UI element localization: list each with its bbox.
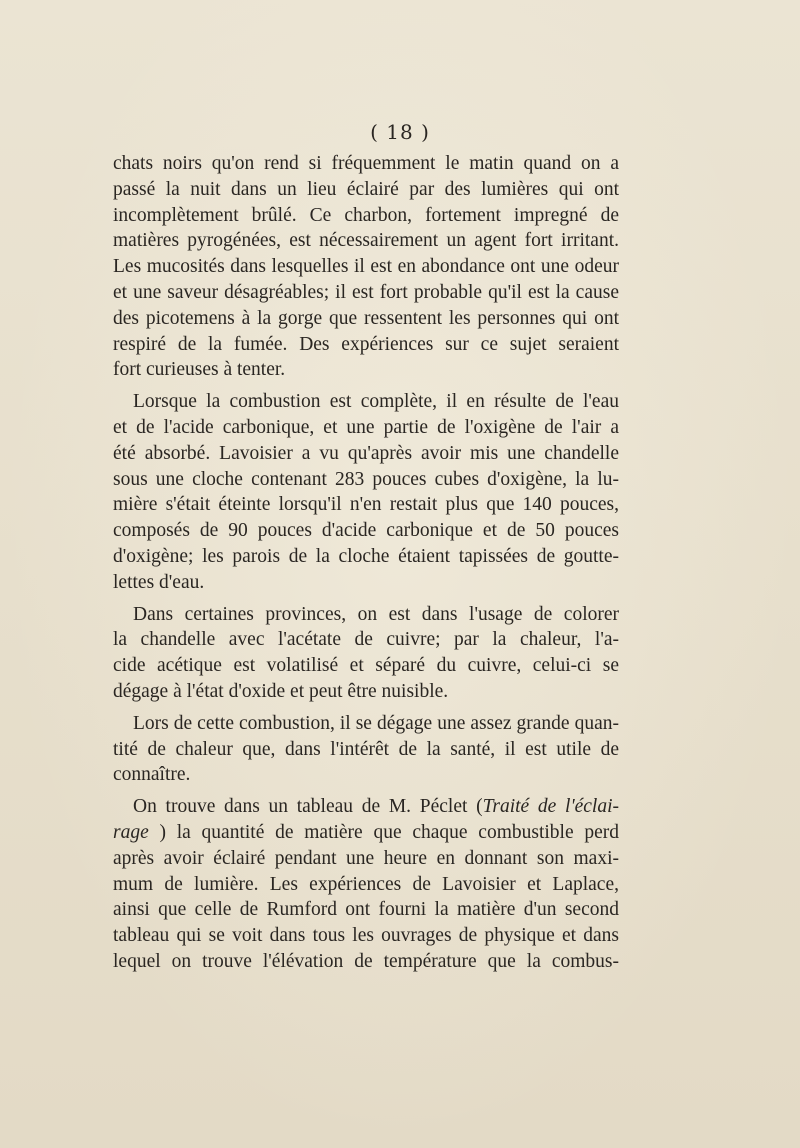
text-line: incomplètement brûlé. Ce charbon, fortement impregné de [113, 204, 619, 226]
text-line: chats noirs qu'on rend si fréquemment le matin quand on a [113, 153, 619, 174]
text-line: fort curieuses à tenter. [113, 359, 286, 381]
paragraph-2 [113, 389, 619, 595]
paragraph-4 [113, 711, 619, 788]
text-line: ainsi que celle de Rumford ont fourni la matière d'un second [113, 899, 619, 921]
text-line: sous une cloche contenant 283 pouces cubes d'oxigène, la lu- [113, 468, 619, 490]
text-line: Dans certaines provinces, on est dans l'usage de colorer [133, 603, 619, 625]
text-line: Les mucosités dans lesquelles il est en abondance ont une odeur [113, 256, 619, 278]
book-title-italic: rage [113, 821, 149, 843]
text-line: cide acétique est volatilisé et séparé du cuivre, celui-ci se [113, 655, 619, 677]
text-line: tité de chaleur que, dans l'intérêt de la santé, il est utile de [113, 738, 619, 760]
text-line: tableau qui se voit dans tous les ouvrages de physique et dans [113, 925, 619, 947]
text-line: été absorbé. Lavoisier a vu qu'après avoir mis une chandelle [113, 442, 619, 464]
paragraph-1 [113, 151, 619, 383]
text-line: connaître. [113, 764, 191, 786]
paragraph-5 [113, 794, 619, 975]
text-line: après avoir éclairé pendant une heure en donnant son maxi- [113, 847, 619, 869]
text-line: la chandelle avec l'acétate de cuivre; par la chaleur, l'a- [113, 629, 619, 651]
text-line: matières pyrogénées, est nécessairement un agent fort irritant. [113, 230, 619, 252]
text-line [113, 820, 619, 846]
text-line: dégage à l'état d'oxide et peut être nuisible. [113, 680, 449, 702]
text-line: et de l'acide carbonique, et une partie de l'oxigène de l'air a [113, 416, 619, 438]
book-title-italic: Traité de l'éclai- [482, 796, 620, 818]
text-line: respiré de la fumée. Des expériences sur ce sujet seraient [113, 333, 619, 355]
text-line: mière s'était éteinte lorsqu'il n'en restait plus que 140 pouces, [113, 494, 619, 516]
text-line: lequel on trouve l'élévation de température que la combus- [113, 950, 619, 972]
text-line: composés de 90 pouces d'acide carbonique et de 50 pouces [113, 520, 619, 542]
page-number: ( 18 ) [370, 120, 430, 144]
text-line: mum de lumière. Les expériences de Lavoisier et Laplace, [113, 873, 619, 895]
text-line: Lorsque la combustion est complète, il en résulte de l'eau [133, 391, 619, 413]
text-line: lettes d'eau. [113, 571, 205, 593]
text-line: Lors de cette combustion, il se dégage une assez grande quan- [133, 712, 619, 734]
text-line: d'oxigène; les parois de la cloche étaient tapissées de goutte- [113, 545, 619, 567]
text-line: des picotemens à la gorge que ressentent les personnes qui ont [113, 307, 619, 329]
text-run: ) la quantité de matière que chaque combustible perd [159, 821, 620, 843]
text-run: On trouve dans un tableau de M. Péclet ( [133, 796, 483, 818]
paragraph-3 [113, 602, 619, 705]
body-text [113, 151, 619, 975]
text-line [113, 794, 619, 820]
text-line: et une saveur désagréables; il est fort probable qu'il est la cause [113, 281, 619, 303]
text-line: passé la nuit dans un lieu éclairé par des lumières qui ont [113, 178, 619, 200]
